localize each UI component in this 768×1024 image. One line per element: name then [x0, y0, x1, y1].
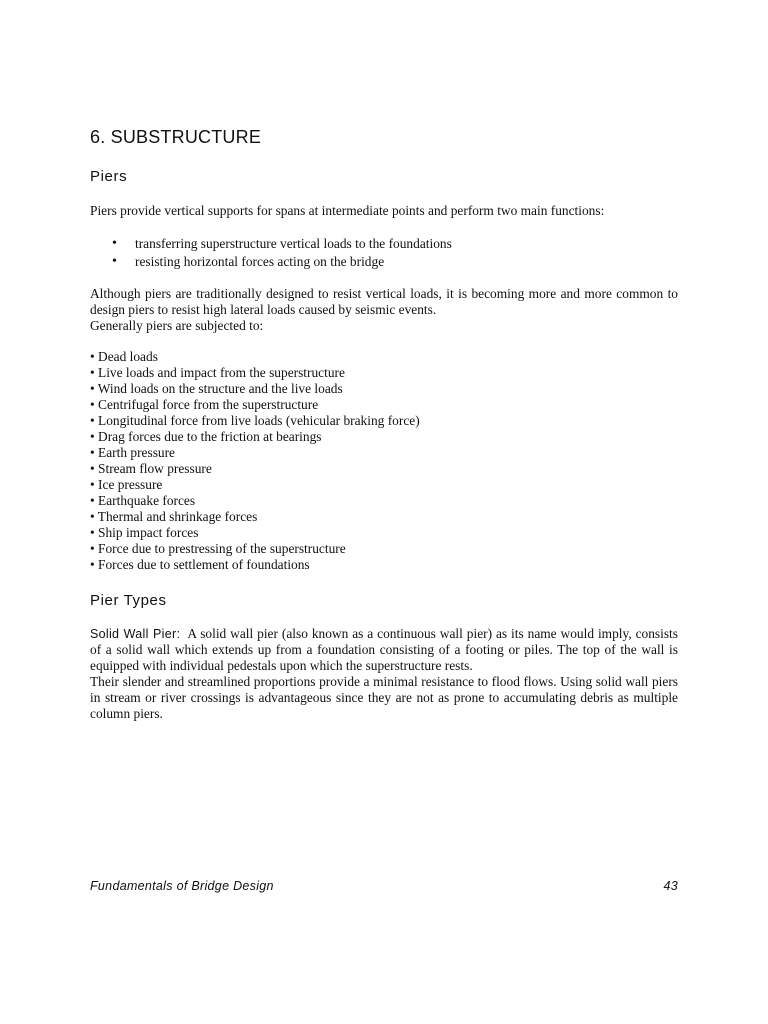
subjected-intro: Generally piers are subjected to:: [90, 318, 264, 333]
function-text: resisting horizontal forces acting on the bridge: [135, 254, 385, 269]
list-item: • Live loads and impact from the superstructure: [90, 365, 345, 380]
section-title: 6. SUBSTRUCTURE: [90, 127, 262, 147]
book-title: Fundamentals of Bridge Design: [90, 879, 274, 893]
piers-intro: Piers provide vertical supports for spans at intermediate points and perform two main functions:: [90, 203, 605, 218]
function-text: transferring superstructure vertical loads to the foundations: [135, 236, 452, 251]
list-item: • Ship impact forces: [90, 525, 199, 540]
list-item: • Longitudinal force from live loads (vehicular braking force): [90, 413, 420, 428]
page-number: 43: [663, 879, 678, 893]
solid-wall-text: A solid wall pier (also known as a continuous wall pier) as its name would imply, consists of a solid wall which extends up from a foundation consisting of a footing or piles. The top of the wall is equipped with individual pedestals upon which the superstructure rests.: [90, 626, 678, 673]
list-item: • Forces due to settlement of foundations: [90, 557, 310, 572]
list-item: [112, 235, 452, 253]
list-item: • Thermal and shrinkage forces: [90, 509, 258, 524]
list-item: • Force due to prestressing of the superstructure: [90, 541, 346, 556]
list-item: • Earth pressure: [90, 445, 175, 460]
solid-wall-paragraph: [90, 626, 678, 674]
list-item: • Ice pressure: [90, 477, 163, 492]
list-item: • Earthquake forces: [90, 493, 196, 508]
bullet-icon: •: [112, 236, 117, 251]
list-item: • Stream flow pressure: [90, 461, 212, 476]
solid-wall-label: Solid Wall Pier:: [90, 627, 181, 641]
solid-wall-paragraph-2: Their slender and streamlined proportions provide a minimal resistance to flood flows. Using solid wall piers in stream or river crossings is advantageous since they are not as prone to accumulating debris as multiple column piers.: [90, 674, 678, 721]
functions-list: [112, 235, 452, 271]
list-item: • Centrifugal force from the superstructure: [90, 397, 319, 412]
list-item: • Dead loads: [90, 349, 158, 364]
document-page: [90, 0, 678, 1024]
list-item: [112, 253, 452, 271]
list-item: • Wind loads on the structure and the live loads: [90, 381, 343, 396]
piers-paragraph: Although piers are traditionally designed to resist vertical loads, it is becoming more and more common to design piers to resist high lateral loads caused by seismic events.: [90, 286, 678, 317]
loads-list: [90, 349, 420, 573]
list-item: • Drag forces due to the friction at bearings: [90, 429, 322, 444]
pier-types-heading: Pier Types: [90, 592, 167, 609]
piers-heading: Piers: [90, 168, 128, 185]
bullet-icon: •: [112, 254, 117, 269]
